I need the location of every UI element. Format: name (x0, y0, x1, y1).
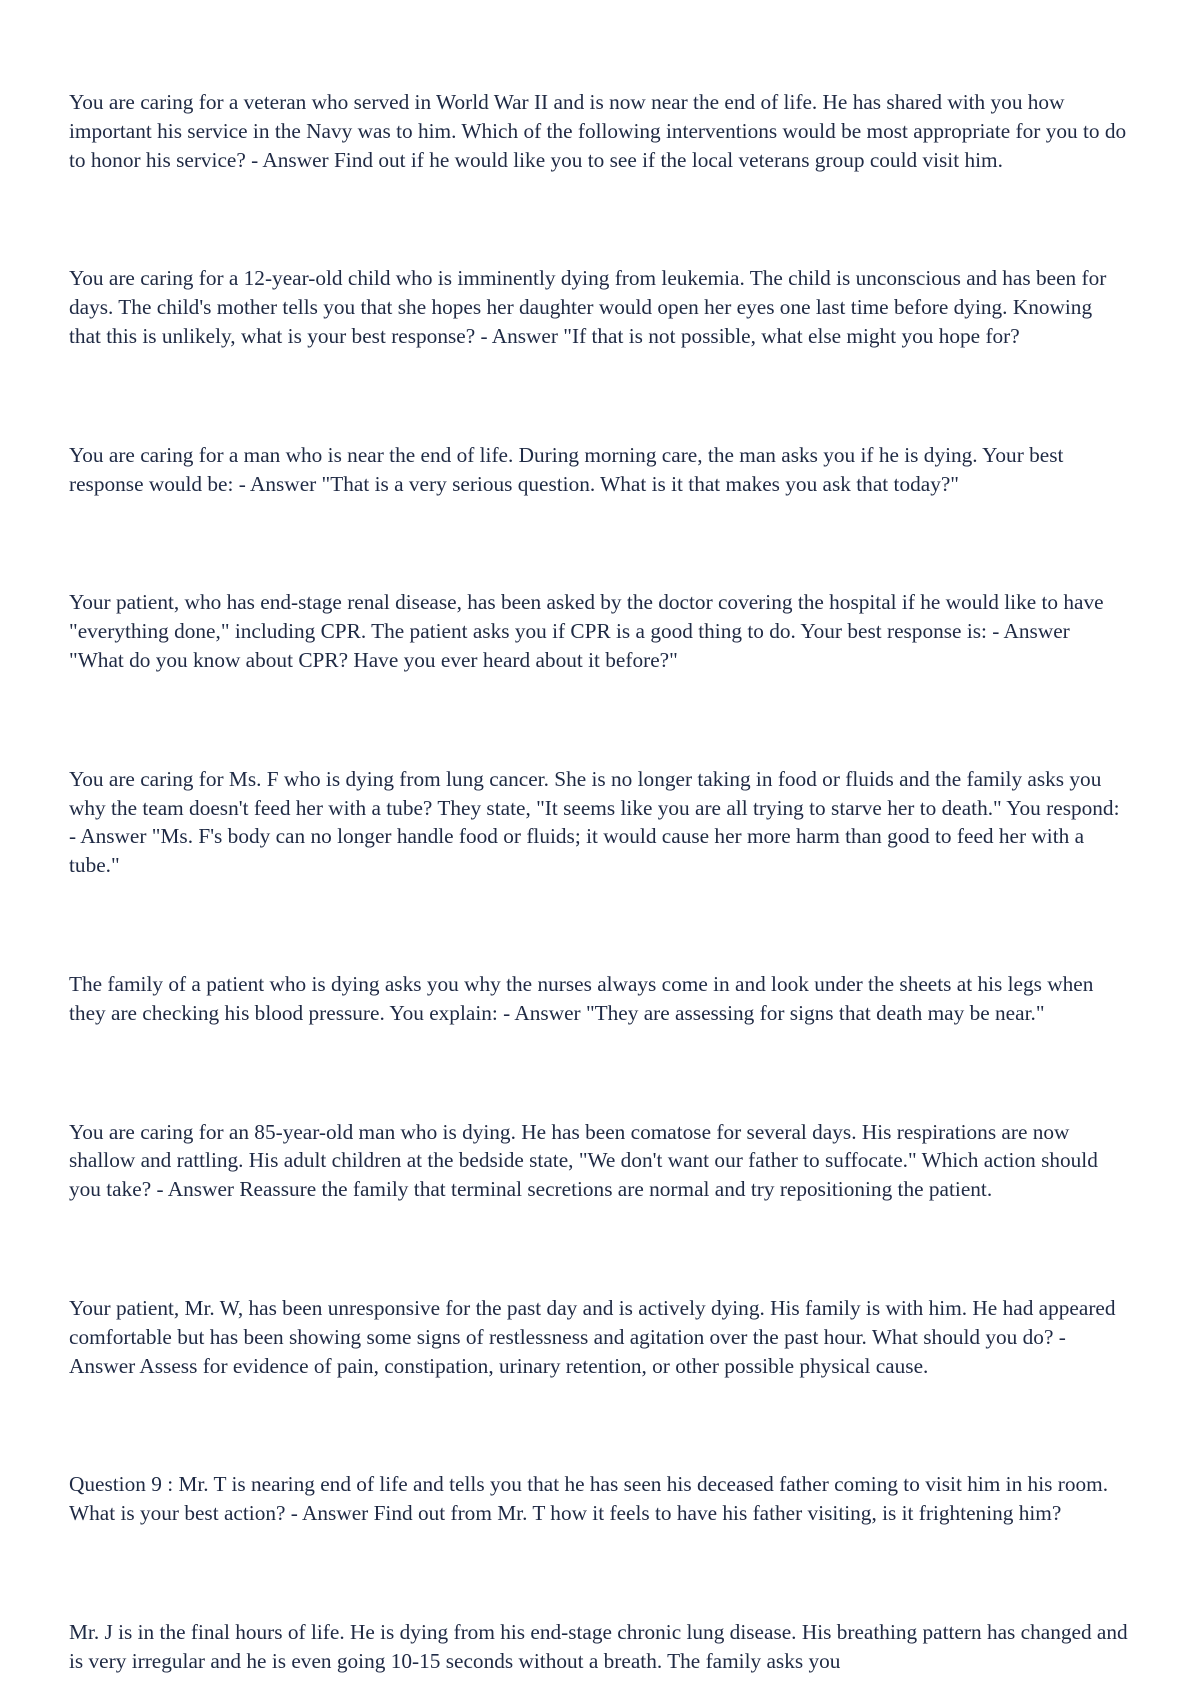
qa-paragraph-5: You are caring for Ms. F who is dying from lung cancer. She is no longer taking in food or fluids and the family asks you why the team doesn't feed her with a tube? They state, "It seems like you are all trying to starve her to death." You respond: - Answer "Ms. F's body can no longer handle food or fluids; it would cause her more harm than good to feed her with a tube." (69, 766, 1120, 878)
qa-paragraph-1: You are caring for a veteran who served in World War II and is now near the end of life. He has shared with you how important his service in the Navy was to him. Which of the following interventions would be most appropriate for you to do to honor his service? - Answer Find out if he would like you to see if the local veterans group could visit him. (69, 90, 1127, 172)
qa-paragraph-10: Mr. J is in the final hours of life. He is dying from his end-stage chronic lung disease. His breathing pattern has changed and is very irregular and he is even going 10-15 seconds without a breath. The family asks you (69, 1619, 1128, 1673)
qa-paragraph-7: You are caring for an 85-year-old man who is dying. He has been comatose for several days. His respirations are now shallow and rattling. His adult children at the bedside state, "We don't want our father to suffocate." Which action should you take? - Answer Reassure the family that terminal secretions are normal and try repositioning the patient. (69, 1119, 1098, 1202)
qa-paragraph-9: Question 9 : Mr. T is nearing end of life and tells you that he has seen his deceased father coming to visit him in his room. What is your best action? - Answer Find out from Mr. T how it feels to have his father visiting, is it frightening him? (69, 1472, 1109, 1526)
qa-paragraph-6: The family of a patient who is dying asks you why the nurses always come in and look under the sheets at his legs when they are checking his blood pressure. You explain: - Answer "They are assessing for signs that death may be near." (69, 971, 1094, 1025)
qa-paragraph-3: You are caring for a man who is near the end of life. During morning care, the man asks you if he is dying. Your best response would be: - Answer "That is a very serious question. What is it that makes you ask that today?" (69, 442, 1064, 496)
qa-paragraph-4: Your patient, who has end-stage renal disease, has been asked by the doctor covering the hospital if he would like to have "everything done," including CPR. The patient asks you if CPR is a good thing to do. Your best response is: - Answer "What do you know about CPR? Have you ever heard about it before?" (69, 590, 1104, 672)
document-body (69, 88, 1129, 1676)
qa-paragraph-8: Your patient, Mr. W, has been unresponsive for the past day and is actively dying. His family is with him. He had appeared comfortable but has been showing some signs of restlessness and agitation over the past hour. What should you do? - Answer Assess for evidence of pain, constipation, urinary retention, or other possible physical cause. (69, 1295, 1116, 1378)
qa-paragraph-2: You are caring for a 12-year-old child who is imminently dying from leukemia. The child is unconscious and has been for days. The child's mother tells you that she hopes her daughter would open her eyes one last time before dying. Knowing that this is unlikely, what is your best response? - Answer "If that is not possible, what else might you hope for? (69, 266, 1107, 348)
